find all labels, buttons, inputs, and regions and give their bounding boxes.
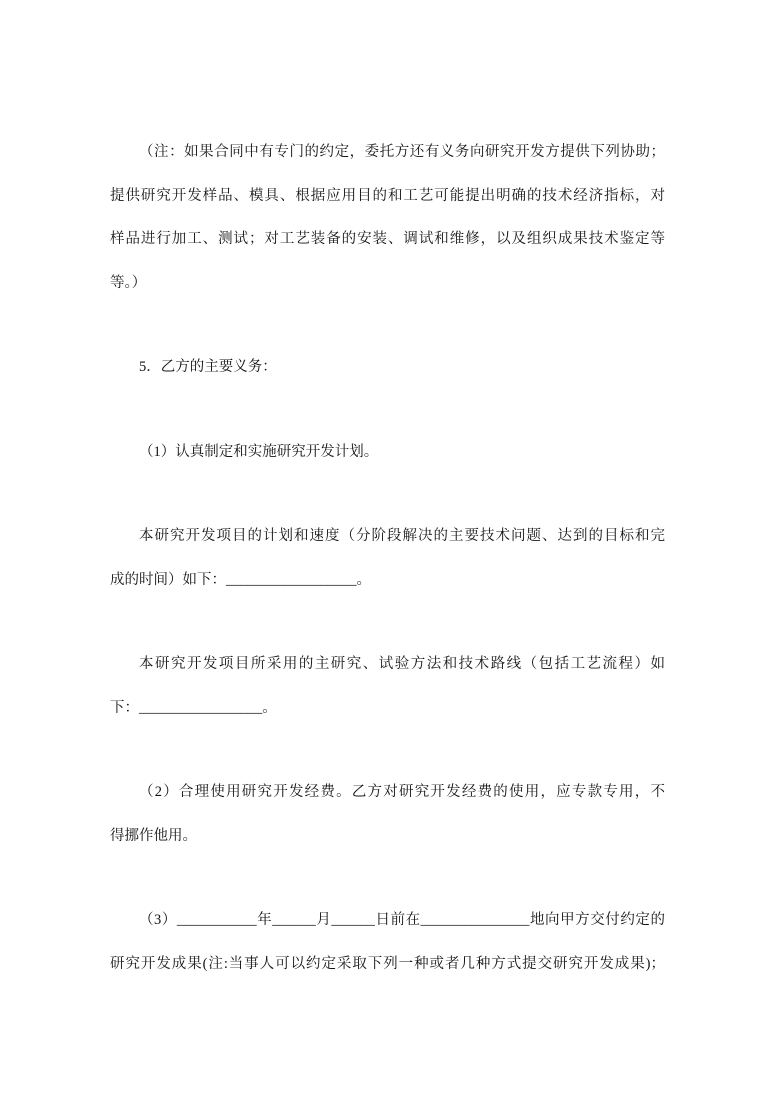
plan-and-speed-paragraph	[110, 515, 665, 602]
clause-5-item-1	[110, 431, 665, 475]
text-line-with-blank: （3）___________年______月______日前在_______________地向甲方交付约定的	[139, 912, 665, 928]
text-line: 提供研究开发样品、模具、根据应用目的和工艺可能提出明确的技术经济指标，对	[110, 187, 665, 204]
text-line: （注：如果合同中有专门的约定，委托方还有义务向研究开发方提供下列协助；	[139, 144, 665, 160]
clause-5-item-3	[110, 899, 665, 986]
text-line: （1）认真制定和实施研究开发计划。	[139, 443, 379, 460]
clause-5-heading	[110, 346, 665, 390]
clause-5-item-2	[110, 771, 665, 858]
method-and-route-paragraph	[110, 643, 665, 730]
text-line: 本研究开发项目的计划和速度（分阶段解决的主要技术问题、达到的目标和完	[139, 528, 665, 544]
text-line: 等。）	[110, 274, 147, 291]
text-line: （2）合理使用研究开发经费。乙方对研究开发经费的使用，应专款专用，不	[139, 784, 665, 800]
document-body	[110, 131, 665, 986]
text-line-with-blank: 成的时间）如下：__________________。	[110, 571, 371, 588]
text-line-with-blank: 下：_________________。	[110, 699, 277, 716]
text-line: 本研究开发项目所采用的主研究、试验方法和技术路线（包括工艺流程）如	[139, 656, 665, 672]
note-assistance-paragraph	[110, 131, 665, 305]
clause-heading-line: 5．乙方的主要义务：	[139, 359, 277, 375]
text-line: 得挪作他用。	[110, 827, 197, 844]
text-line: 研究开发成果(注:当事人可以约定采取下列一种或者几种方式提交研究开发成果)；	[110, 955, 665, 972]
text-line: 样品进行加工、测试；对工艺装备的安装、调试和维修，以及组织成果技术鉴定等	[110, 231, 665, 247]
